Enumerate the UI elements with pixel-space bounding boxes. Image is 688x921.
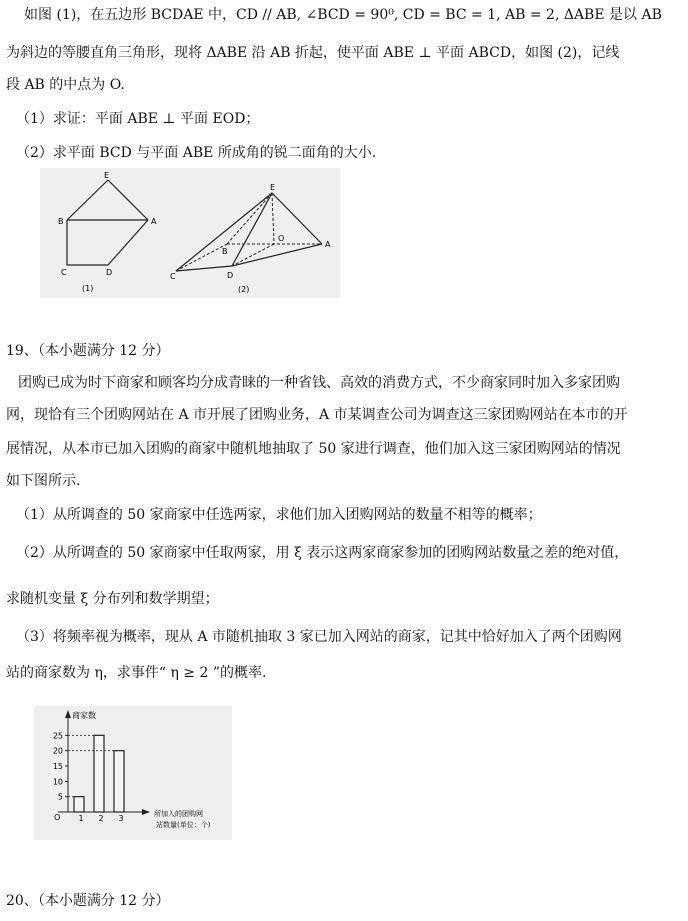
x-tick-label: 1 bbox=[78, 814, 84, 823]
fig2-label-A: A bbox=[325, 240, 331, 249]
y-tick-label: 20 bbox=[52, 746, 63, 756]
fig2-label-O: O bbox=[278, 234, 285, 243]
origin-label: O bbox=[54, 813, 61, 822]
y-axis-arrow bbox=[65, 710, 71, 718]
fig1-label-B: B bbox=[58, 217, 64, 226]
fig1-label-A: A bbox=[151, 217, 157, 226]
y-tick-label: 10 bbox=[52, 777, 63, 787]
problem18-question1: （1）求证：平面 ABE ⊥ 平面 EOD； bbox=[16, 111, 260, 127]
x-axis-arrow bbox=[142, 809, 150, 815]
y-axis-label: 商家数 bbox=[72, 711, 96, 720]
problem19-para1: 团购已成为时下商家和顾客均分成青睐的一种省钱、高效的消费方式，不少商家同时加入多家团购 bbox=[18, 375, 620, 391]
problem19-question2: （2）从所调查的 50 家商家中任取两家，用 ξ 表示这两家商家参加的团购网站数量之差的绝对值， bbox=[16, 545, 629, 561]
bar-1 bbox=[74, 797, 84, 812]
problem20-header: 20、（本小题满分 12 分） bbox=[6, 893, 170, 909]
problem19-para2: 网，现恰有三个团购网站在 A 市开展了团购业务，A 市某调查公司为调查这三家团购网站在本市的开 bbox=[6, 407, 628, 423]
figure1-pentagon bbox=[40, 168, 170, 298]
fig1-label-C: C bbox=[61, 268, 67, 277]
y-tick-label: 15 bbox=[52, 762, 63, 771]
bar-chart bbox=[34, 706, 232, 840]
y-tick-label: 5 bbox=[57, 792, 63, 802]
fig2-caption: (2) bbox=[238, 285, 250, 294]
problem18-line3: 段 AB 的中点为 O. bbox=[6, 77, 125, 93]
x-tick-label: 2 bbox=[98, 814, 104, 823]
bar-3 bbox=[114, 751, 124, 812]
figure2-pyramid bbox=[170, 168, 340, 298]
x-axis-label-line1: 所加入的团购网 bbox=[154, 810, 203, 818]
problem18-line1: 如图 (1)，在五边形 BCDAE 中，CD // AB, ∠BCD = 90⁰, CD = BC = 1, AB = 2, ΔABE 是以 AB bbox=[24, 7, 662, 23]
problem19-question3: （3）将频率视为概率，现从 A 市随机抽取 3 家已加入网站的商家，记其中恰好加入了两个团购网 bbox=[16, 629, 622, 645]
problem19-para4: 如下图所示. bbox=[6, 473, 81, 489]
fig2-label-B: B bbox=[222, 247, 228, 256]
problem19-para3: 展情况，从本市已加入团购的商家中随机地抽取了 50 家进行调查，他们加入这三家团购网站的情况 bbox=[6, 441, 621, 457]
problem19-question3-cont: 站的商家数为 η，求事件“ η ≥ 2 ”的概率. bbox=[6, 665, 267, 681]
problem19-header: 19、（本小题满分 12 分） bbox=[6, 343, 170, 359]
problem19-question1: （1）从所调查的 50 家商家中任选两家，求他们加入团购网站的数量不相等的概率； bbox=[16, 507, 542, 523]
fig2-label-E: E bbox=[270, 183, 276, 192]
x-tick-label: 3 bbox=[118, 814, 124, 823]
problem18-line2: 为斜边的等腰直角三角形，现将 ΔABE 沿 AB 折起，使平面 ABE ⊥ 平面 ABCD，如图 (2)，记线 bbox=[6, 45, 620, 61]
problem18-question2: （2）求平面 BCD 与平面 ABE 所成角的锐二面角的大小. bbox=[16, 145, 377, 161]
fig1-label-E: E bbox=[104, 171, 110, 180]
bar-2 bbox=[94, 735, 104, 812]
fig1-caption: (1) bbox=[82, 284, 94, 293]
fig1-label-D: D bbox=[106, 268, 113, 277]
fig2-label-C: C bbox=[170, 272, 176, 281]
problem19-question2-cont: 求随机变量 ξ 分布列和数学期望； bbox=[6, 591, 219, 607]
y-tick-label: 25 bbox=[52, 731, 63, 741]
x-axis-label-line2: 站数量(单位：个) bbox=[156, 821, 211, 829]
fig2-label-D: D bbox=[227, 271, 234, 280]
